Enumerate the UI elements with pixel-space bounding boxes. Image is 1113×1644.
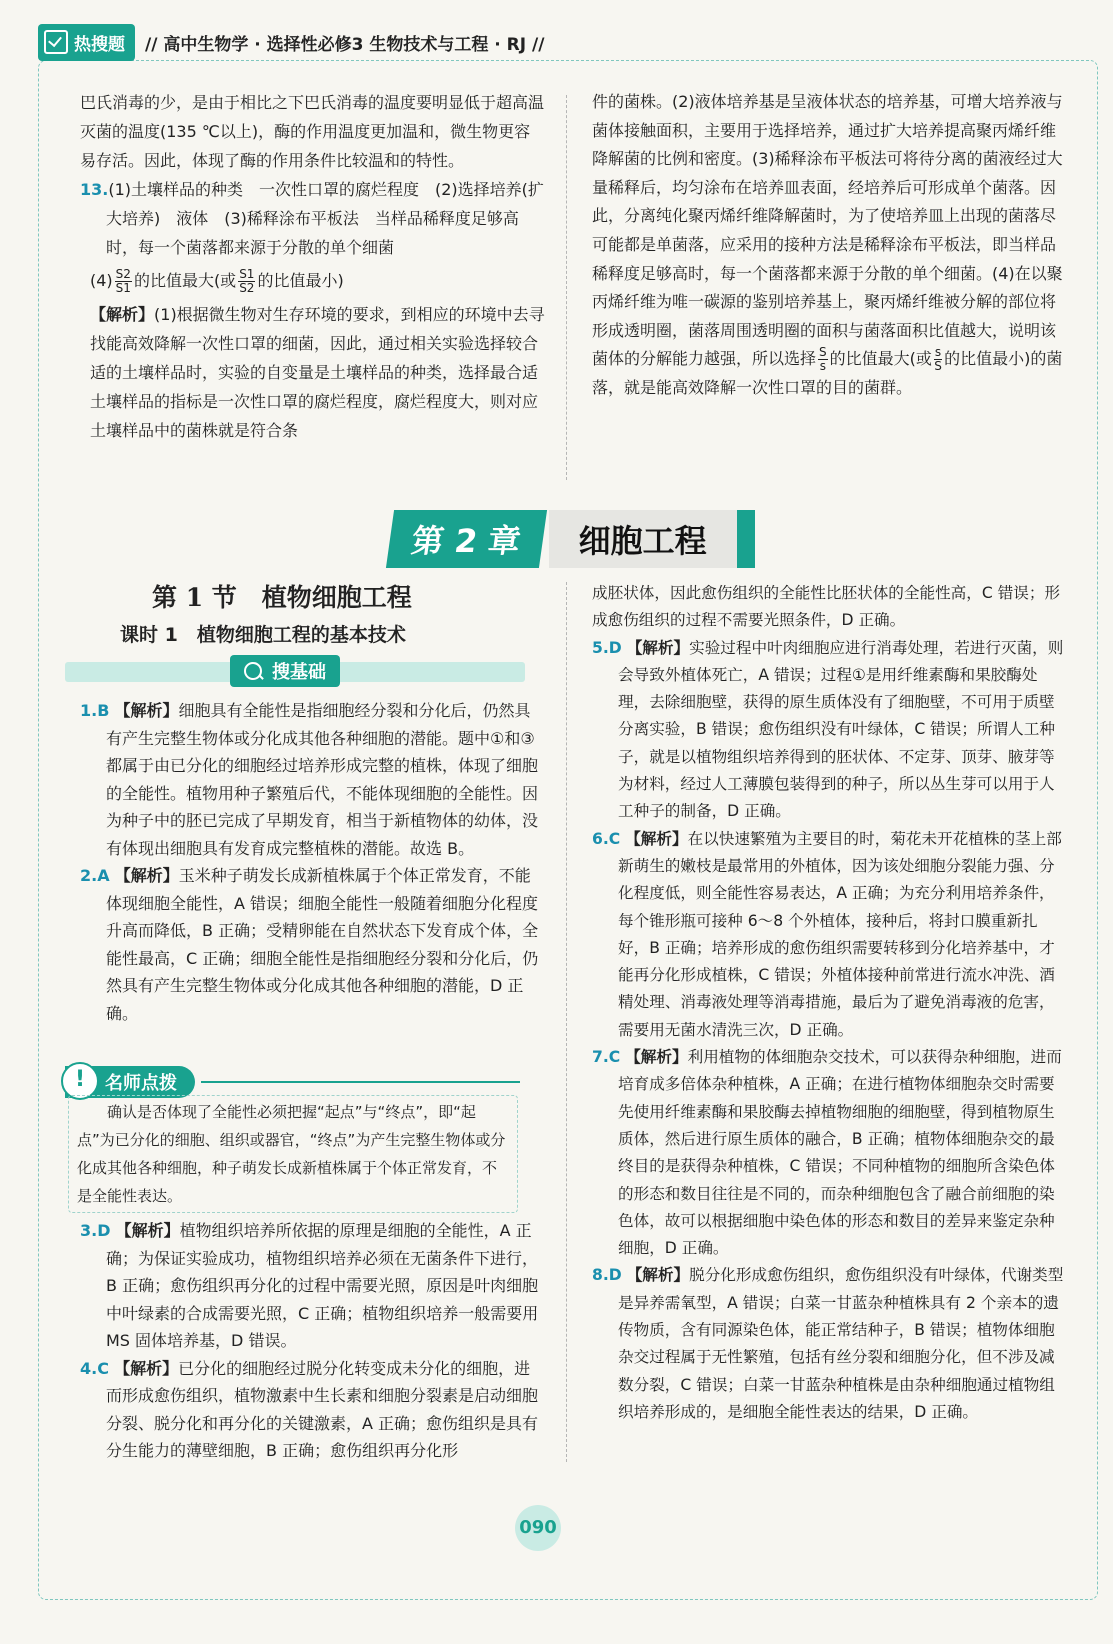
frac-den: S2 (239, 281, 255, 295)
fraction-s1-s2 (238, 268, 255, 295)
header (38, 22, 638, 62)
teacher-tip-header (65, 1066, 520, 1098)
warning-icon: ! (61, 1062, 99, 1100)
q13-number: 13. (80, 180, 109, 199)
q13-answer-4 (80, 262, 545, 300)
explanation-text: (1)根据微生物对生存环境的要求，到相应的环境中去寻找能高效降解一次性口罩的细菌，因此，通过相关实验选择较合适的土壤样品时，实验的自变量是土壤样品的种类，选择最合适土壤样品的指标是一次性口罩的腐烂程度，腐烂程度大，则对应土壤样品中的菌株就是符合条 (90, 305, 545, 440)
answer-item (592, 1044, 1067, 1262)
item-text: 实验过程中叶肉细胞应进行消毒处理，若进行灭菌，则会导致外植体死亡，A 错误；过程①是用纤维素酶和果胶酶处理，去除细胞壁，获得的原生质体没有了细胞壁，不可用于质壁分离实验，B 错误；愈伤组织没有叶绿体，C 错误；所谓人工种子，就是以植物组织培养得到的胚状体、不定芽、顶芽、腋芽等为材料，经过人工薄膜包装得到的种子，所以丛生芽可以用于人工种子的制备，D 正确。 (618, 638, 1064, 821)
item-number: 7. (592, 1048, 609, 1067)
fraction-s2-s1 (115, 268, 132, 295)
left-top-column (80, 88, 545, 445)
analysis-tag: 【解析】 (114, 866, 179, 885)
tip-label-text: 名师点拨 (105, 1073, 177, 1094)
item-text: 植物组织培养所依据的原理是细胞的全能性，A 正确；为保证实验成功，植物组织培养必须在无菌条件下进行，B 正确；愈伤组织再分化的过程中需要光照，原因是叶肉细胞中叶绿素的合成需要光照，C 正确；植物组织培养一般需要用 MS 固体培养基，D 错误。 (106, 1221, 539, 1350)
frac-num: S2 (115, 267, 131, 281)
item-answer: D (97, 1221, 111, 1240)
chapter-banner (390, 510, 755, 568)
item-number: 3. (80, 1221, 98, 1240)
item-text: 在以快速繁殖为主要目的时，菊花未开花植株的茎上部新萌生的嫩枝是最常用的外植体，因为该处细胞分裂能力强、分化程度低，则全能性容易表达，A 正确；为充分利用培养条件，每个锥形瓶可接种 6～8 个外植体，接种后，将封口膜重新扎好，B 正确；培养形成的愈伤组织需要转移到分化培养基中，才能再分化形成植株，C 错误；外植体接种前常进行流水冲洗、酒精处理、消毒液处理等消毒措施，最后为了避免消毒液的危害，需要用无菌水清洗三次，D 正确。 (618, 829, 1062, 1039)
item-number: 1. (80, 701, 98, 720)
item-text: 玉米种子萌发长成新植株属于个体正常发育，不能体现细胞全能性，A 错误；细胞全能性一般随着细胞分化程度升高而降低，B 正确；受精卵能在自然状态下发育成个体，全能性最高，C 正确；细胞全能性是指细胞经分裂和分化后，仍然具有产生完整生物体或分化成其他各种细胞的潜能，D 正确。 (106, 866, 539, 1023)
item-answer: C (608, 1048, 621, 1067)
hot-search-badge (38, 24, 135, 61)
item-answer: B (97, 701, 110, 720)
book-title: // 高中生物学 · 选择性必修3 生物技术与工程 · RJ // (145, 34, 545, 55)
analysis-tag: 【解析】 (90, 305, 155, 324)
ans4-prefix: (4) (90, 271, 113, 290)
item-text: 细胞具有全能性是指细胞经分裂和分化后，仍然具有产生完整生物体或分化成其他各种细胞的潜能。题中①和③都属于由已分化的细胞经过培养形成完整的植株，体现了细胞的全能性。植物用种子繁殖后代，不能体现细胞的全能性。因为种子中的胚已完成了早期发育，相当于新植物体的幼体，没有体现出细胞具有发育成完整植株的潜能。故选 B。 (106, 701, 539, 858)
left-answers-1 (80, 697, 545, 1027)
answer-item (80, 862, 545, 1027)
frac-den: s (819, 359, 826, 374)
right-answers (592, 580, 1067, 1426)
search-basics-label (230, 655, 340, 687)
fraction-s-S (934, 346, 942, 373)
explanation-text: 件的菌株。(2)液体培养基是呈液体状态的培养基，可增大培养液与菌体接触面积，主要用于选择培养，通过扩大培养提高聚丙烯纤维降解菌的比例和密度。(3)稀释涂布平板法可将待分离的菌液经过大量稀释后，均匀涂布在培养皿表面，经培养后可形成单个菌落。因此，分离纯化聚丙烯纤维降解菌时，为了使培养皿上出现的菌落尽可能都是单菌落，应采用的接种方法是稀释涂布平板法，即当样品稀释度足够高时，每一个菌落都来源于分散的单个细菌。(4)在以聚丙烯纤维为唯一碳源的鉴别培养基上，聚丙烯纤维被分解的部位将形成透明圈，菌落周围透明圈的面积与菌落面积比值越大，说明该菌体的分解能力越强，所以选择 (592, 92, 1063, 369)
item-number: 5. (592, 638, 609, 657)
item-number: 4. (80, 1358, 98, 1378)
frac-num: S (819, 345, 827, 360)
badge-label: 热搜题 (74, 34, 125, 55)
left-answers-2 (80, 1217, 545, 1465)
ans4-suffix: 的比值最小) (257, 271, 344, 290)
analysis-tag: 【解析】 (115, 1221, 180, 1240)
fraction-S-s (818, 346, 828, 373)
section-title: 第 1 节 植物细胞工程 (152, 583, 412, 612)
q13-explanation-cont (592, 88, 1067, 403)
answer-item (80, 697, 545, 862)
item-number: 2. (80, 866, 98, 885)
frac-num: S1 (239, 267, 255, 281)
answer-item (80, 1217, 545, 1355)
item-number: 6. (592, 829, 609, 848)
paragraph: 巴氏消毒的少，是由于相比之下巴氏消毒的温度要明显低于超高温灭菌的温度(135 ℃以上)，酶的作用温度更加温和，微生物更容易存活。因此，体现了酶的作用条件比较温和的特性。 (80, 93, 545, 170)
answer-item (80, 1355, 545, 1465)
q13-answer (80, 175, 545, 262)
item-number: 8. (592, 1266, 609, 1285)
tip-text: 确认是否体现了全能性必须把握“起点”与“终点”，即“起点”为已分化的细胞、组织或器官，“终点”为产生完整生物体或分化成其他各种细胞，种子萌发长成新植株属于个体正常发育，不是全能性表达。 (77, 1103, 506, 1205)
item-answer: A (97, 866, 110, 885)
analysis-tag: 【解析】 (626, 638, 690, 657)
analysis-tag: 【解析】 (626, 1266, 690, 1285)
analysis-tag: 【解析】 (625, 1048, 688, 1067)
analysis-tag: 【解析】 (625, 829, 688, 848)
item-answer: C (608, 829, 621, 848)
tip-divider (201, 1081, 520, 1083)
frac-den: S1 (115, 281, 131, 295)
explanation-mid: 的比值最大(或 (829, 349, 932, 369)
analysis-tag: 【解析】 (114, 1358, 179, 1378)
item-text: 利用植物的体细胞杂交技术，可以获得杂种细胞，进而培育成多倍体杂种植株，A 正确；在进行植物体细胞杂交时需要先使用纤维素酶和果胶酶去掉植物细胞的细胞壁，得到植物原生质体，然后进行原生质体的融合，B 正确；植物体细胞杂交的最终目的是获得杂种植株，C 错误；不同种植物的细胞所含染色体的形态和数目往往是不同的，而杂种细胞包含了融合前细胞的染色体，故可以根据细胞中染色体的形态和数目的差异来鉴定杂种细胞，D 正确。 (618, 1048, 1062, 1258)
teacher-tip-label (65, 1066, 195, 1098)
item-answer: D (608, 1266, 622, 1285)
search-basics-text: 搜基础 (272, 662, 326, 683)
item-text: 脱分化形成愈伤组织，愈伤组织没有叶绿体，代谢类型是异养需氧型，A 错误；白菜一甘蓝杂种植株具有 2 个亲本的遗传物质，含有同源染色体，能正常结种子，B 错误；植物体细胞杂交过程属于无性繁殖，包括有丝分裂和细胞分化，但不涉及减数分裂，C 错误；白菜一甘蓝杂种植株是由杂种细胞通过植物组织培养形成的，是细胞全能性表达的结果，D 正确。 (618, 1266, 1064, 1421)
explanation-end: 的比值最小)的菌落，就是能高效降解一次性口罩的目的菌群。 (592, 349, 1063, 397)
ans4-mid: 的比值最大(或 (133, 271, 237, 290)
checklist-icon (44, 30, 68, 54)
q13-answer-text: (1)土壤样品的种类 一次性口罩的腐烂程度 (2)选择培养(扩大培养) 液体 (3)稀释涂布平板法 当样品稀释度足够高时，每一个菌落都来源于分散的单个细菌 (106, 180, 544, 257)
search-icon (244, 662, 262, 680)
item-answer: D (608, 638, 622, 657)
item-4-continued: 成胚状体，因此愈伤组织的全能性比胚状体的全能性高，C 错误；形成愈伤组织的过程不需要光照条件，D 正确。 (592, 584, 1061, 630)
column-divider-bottom (566, 582, 567, 1462)
column-divider-top (566, 95, 567, 480)
answer-item (592, 826, 1067, 1044)
item-text: 已分化的细胞经过脱分化转变成未分化的细胞，进而形成愈伤组织，植物激素中生长素和细胞分裂素是启动细胞分裂、脱分化和再分化的关键激素，A 正确；愈伤组织是具有分生能力的薄壁细胞，B 正确；愈伤组织再分化形 (106, 1358, 539, 1460)
page-number: 090 (515, 1505, 561, 1551)
answer-item (592, 1262, 1067, 1426)
item-answer: C (97, 1358, 109, 1378)
chapter-name: 细胞工程 (549, 510, 755, 568)
teacher-tip-box (68, 1095, 518, 1213)
q13-explanation (80, 300, 545, 445)
right-top-column (592, 88, 1067, 403)
answer-item (592, 635, 1067, 826)
lesson-title: 课时 1 植物细胞工程的基本技术 (120, 624, 406, 646)
analysis-tag: 【解析】 (114, 701, 179, 720)
frac-num: s (934, 345, 942, 360)
frac-den: S (934, 359, 942, 374)
chapter-number: 第 2 章 (386, 510, 547, 568)
